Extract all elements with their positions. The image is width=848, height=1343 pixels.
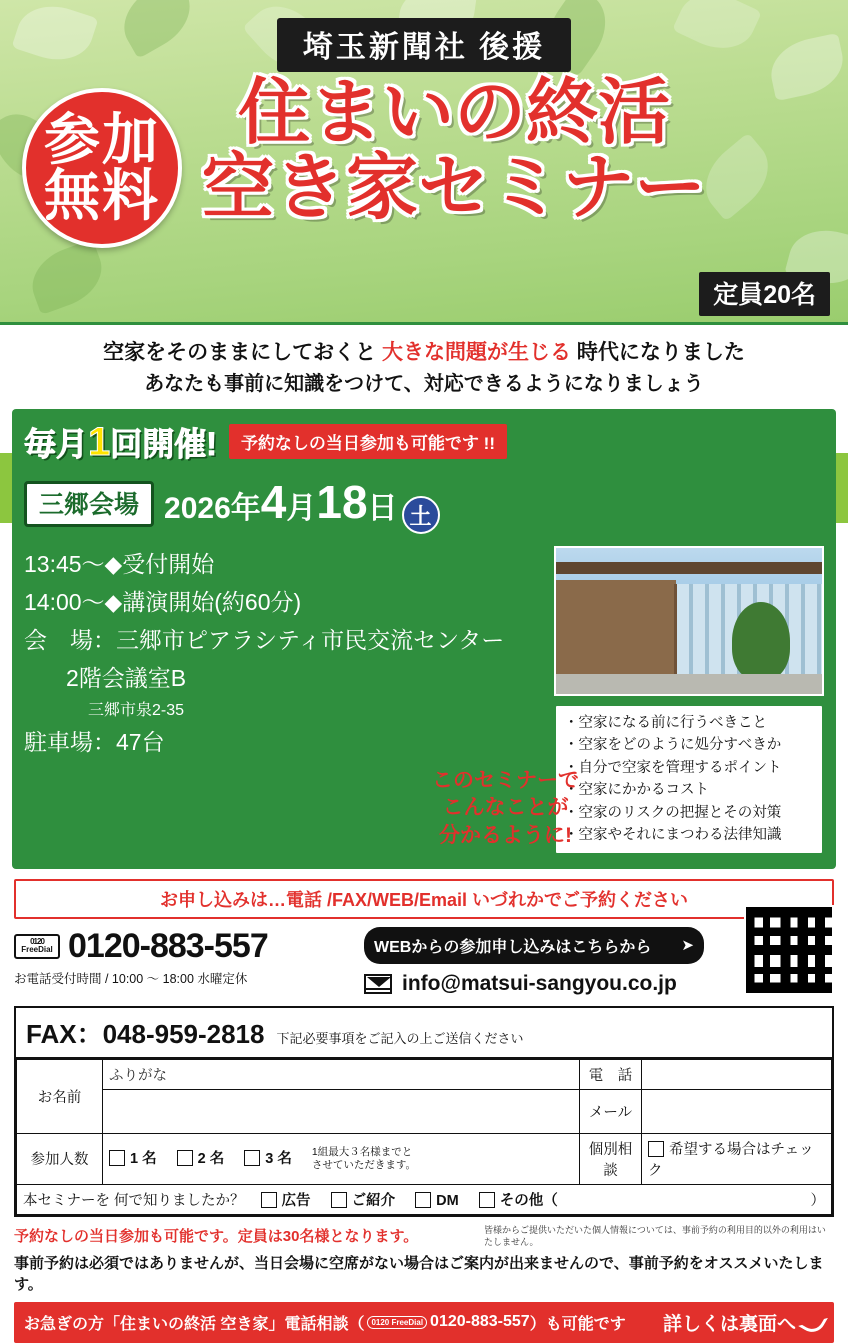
freedial-icon: 0120 FreeDial — [367, 1316, 427, 1329]
checkbox-icon[interactable] — [415, 1192, 431, 1208]
attendees-options[interactable] — [103, 1133, 580, 1184]
checkbox-icon[interactable] — [331, 1192, 347, 1208]
how-option-referral-label: ご紹介 — [351, 1192, 396, 1209]
telephone-column — [14, 927, 354, 987]
web-apply-label: WEBからの参加申し込みはこちらから — [374, 938, 652, 956]
how-option-referral[interactable] — [331, 1189, 396, 1210]
tel-label: 電 話 — [580, 1059, 642, 1089]
title-line-1: 住まいの終活 — [237, 73, 670, 153]
photo-ground — [556, 674, 824, 694]
application-table — [16, 1059, 832, 1215]
reservation-note: 事前予約は必須ではありませんが、当日会場に空席がない場合はご案内が出来ませんので、事前予約をオススメいたします。 — [14, 1254, 824, 1293]
leaf-icon — [23, 239, 111, 315]
monthly-pre: 毎月 — [24, 425, 89, 462]
speech-bubble-text — [432, 767, 579, 849]
capacity-badge: 定員20名 — [699, 272, 830, 316]
lead-line-1-highlight: 大きな問題が生じる — [382, 341, 571, 364]
attendee-option-2[interactable] — [177, 1147, 225, 1168]
table-row — [17, 1059, 832, 1089]
table-row — [17, 1089, 832, 1133]
phone-hours: お電話受付時間 / 10:00 〜 18:00 水曜定休 — [14, 971, 248, 986]
checkbox-icon[interactable] — [109, 1150, 125, 1166]
free-admission-badge — [22, 88, 182, 248]
freedial-block[interactable] — [14, 927, 354, 966]
mail-field[interactable] — [642, 1089, 832, 1133]
envelope-icon — [364, 974, 392, 994]
checkbox-icon[interactable] — [261, 1192, 277, 1208]
speech-line-2: こんなことが — [442, 796, 569, 820]
list-item: ・自分で空家を管理するポイント — [564, 759, 782, 776]
fax-form — [14, 1006, 834, 1217]
how-option-dm[interactable] — [415, 1192, 459, 1209]
speech-line-1: このセミナーで — [432, 768, 579, 792]
parking-info: 駐車場：47台 — [24, 729, 165, 756]
footer-bar-phone[interactable]: 0120-883-557 — [430, 1313, 530, 1331]
attendees-note — [312, 1146, 416, 1171]
photo-tree — [732, 602, 790, 680]
consult-option-label: 希望する場合はチェック — [648, 1141, 814, 1179]
attendees-label: 参加人数 — [17, 1133, 103, 1184]
freedial-icon-number: 0120 — [30, 936, 44, 946]
table-row — [17, 1133, 832, 1184]
topics-list — [554, 704, 824, 855]
walkin-notice: 予約なしの当日参加も可能です !! — [229, 424, 507, 459]
checkbox-icon[interactable] — [177, 1150, 193, 1166]
schedule-reception: 13:45〜◆受付開始 — [24, 551, 215, 577]
seminar-info-section — [0, 322, 848, 869]
checkbox-icon[interactable] — [648, 1141, 664, 1157]
venue-photo — [554, 546, 824, 696]
venue-address: 三郷市泉2-35 — [88, 701, 185, 719]
schedule-lecture: 14:00〜◆講演開始(約60分) — [24, 588, 302, 615]
lead-copy — [0, 325, 848, 401]
free-badge-line-2: 無料 — [44, 164, 160, 227]
furigana-field[interactable]: ふりがな — [103, 1059, 580, 1089]
date-year: 2026年 — [164, 491, 261, 525]
privacy-note: 皆様からご提供いただいた個人情報については、事前予約の利用目的以外の利用はいたしません。 — [484, 1224, 826, 1247]
fax-number: FAX：048-959-2818 — [26, 1018, 265, 1049]
lead-line-1 — [10, 337, 838, 369]
date-month-unit: 月 — [286, 491, 317, 525]
schedule-and-photo — [24, 546, 824, 855]
attendees-note-line-1: 1組最大３名様までと — [311, 1146, 413, 1159]
how-option-dm-label: DM — [436, 1192, 459, 1209]
checkbox-icon[interactable] — [479, 1192, 495, 1208]
venue-photo-column — [554, 546, 824, 855]
lead-line-2: あなたも事前に知識をつけて、対応できるようになりましょう — [144, 372, 704, 395]
list-item: ・空家のリスクの把握とその対策 — [564, 804, 782, 821]
name-label: お名前 — [17, 1059, 103, 1133]
how-option-ad-label: 広告 — [281, 1192, 311, 1209]
title-line-2: 空き家セミナー — [201, 147, 706, 228]
event-date — [164, 475, 440, 535]
footer-bar-text-a: お急ぎの方「住まいの終活 空き家」電話相談（ — [24, 1315, 365, 1333]
date-day: 18 — [316, 475, 368, 528]
see-back-side-label: 詳しくは裏面へ — [662, 1313, 796, 1335]
weekday-badge: 土 — [402, 496, 440, 534]
freedial-icon-label: FreeDial — [21, 945, 53, 955]
apply-methods-bar: お申し込みは…電話 /FAX/WEB/Email いづれかでご予約ください — [14, 879, 834, 919]
attendees-note-line-2: させていただきます。 — [311, 1158, 417, 1171]
attendee-option-1[interactable] — [109, 1147, 157, 1168]
monthly-post: 回開催! — [110, 425, 217, 462]
phone-number[interactable]: 0120-883-557 — [68, 926, 268, 965]
tel-field[interactable] — [642, 1059, 832, 1089]
photo-building-left — [556, 580, 676, 676]
fax-header — [16, 1008, 832, 1059]
how-heard-row[interactable] — [17, 1184, 832, 1214]
arrow-right-icon: ➤ — [681, 937, 694, 955]
how-option-other-close: ） — [810, 1192, 825, 1209]
venue-place: 会 場：三郷市ピアラシティ市民交流センター — [24, 626, 505, 653]
arrow-curve-icon — [798, 1307, 828, 1337]
lead-line-1-b: 時代になりました — [571, 341, 745, 364]
how-option-other[interactable] — [479, 1189, 558, 1210]
qr-code-icon[interactable] — [744, 905, 834, 995]
list-item: ・空家やそれにまつわる法律知識 — [564, 827, 782, 844]
footer-notes — [0, 1217, 848, 1294]
see-back-side — [663, 1309, 824, 1336]
web-apply-button[interactable] — [364, 927, 704, 964]
consult-option[interactable] — [642, 1133, 832, 1184]
speech-line-3: 分かるように! — [439, 823, 572, 847]
contact-row — [14, 927, 834, 996]
freedial-icon — [14, 934, 60, 959]
list-item: ・空家にかかるコスト — [564, 782, 709, 799]
green-detail-panel — [12, 409, 836, 869]
fax-note: 下記必要事項をご記入の上ご送信ください — [276, 1030, 524, 1046]
how-option-ad[interactable] — [261, 1189, 311, 1210]
list-item: ・空家になる前に行うべきこと — [564, 715, 767, 731]
attendee-option-2-label: 2 名 — [197, 1150, 225, 1167]
lead-line-1-a: 空家をそのままにしておくと — [103, 341, 382, 364]
monthly-frequency — [24, 419, 217, 465]
newspaper-support-band: 埼玉新聞社 後援 — [277, 18, 571, 72]
free-badge-line-1: 参加 — [44, 108, 160, 171]
attendee-option-1-label: 1 名 — [130, 1150, 157, 1167]
contact-section — [0, 869, 848, 1000]
email-address[interactable]: info@matsui-sangyou.co.jp — [402, 971, 677, 995]
list-item: ・空家をどのように処分すべきか — [564, 737, 782, 754]
monthly-number: 1 — [88, 419, 111, 464]
footer-bar-text-b: ）も可能です — [529, 1315, 626, 1333]
consult-label: 個別相談 — [580, 1133, 642, 1184]
how-option-other-label: その他（ — [499, 1192, 558, 1209]
header-banner — [0, 0, 848, 322]
venue-tag: 三郷会場 — [24, 481, 154, 527]
walkin-note: 予約なしの当日参加も可能です。定員は30名様となります。 — [14, 1227, 419, 1245]
date-day-unit: 日 — [367, 491, 398, 525]
venue-room: 2階会議室B — [66, 664, 187, 691]
attendee-option-3-label: 3 名 — [265, 1150, 292, 1167]
name-field[interactable] — [103, 1089, 580, 1133]
mail-label: メール — [580, 1089, 642, 1133]
photo-roof — [556, 562, 824, 574]
checkbox-icon[interactable] — [244, 1150, 260, 1166]
attendee-option-3[interactable] — [244, 1147, 292, 1168]
table-row — [17, 1184, 832, 1214]
date-month: 4 — [260, 475, 287, 528]
venue-date-row — [24, 475, 824, 535]
footer-red-bar — [14, 1302, 834, 1343]
how-heard-label: 本セミナーを 何で知りましたか？ — [23, 1192, 245, 1209]
frequency-row — [24, 419, 824, 465]
